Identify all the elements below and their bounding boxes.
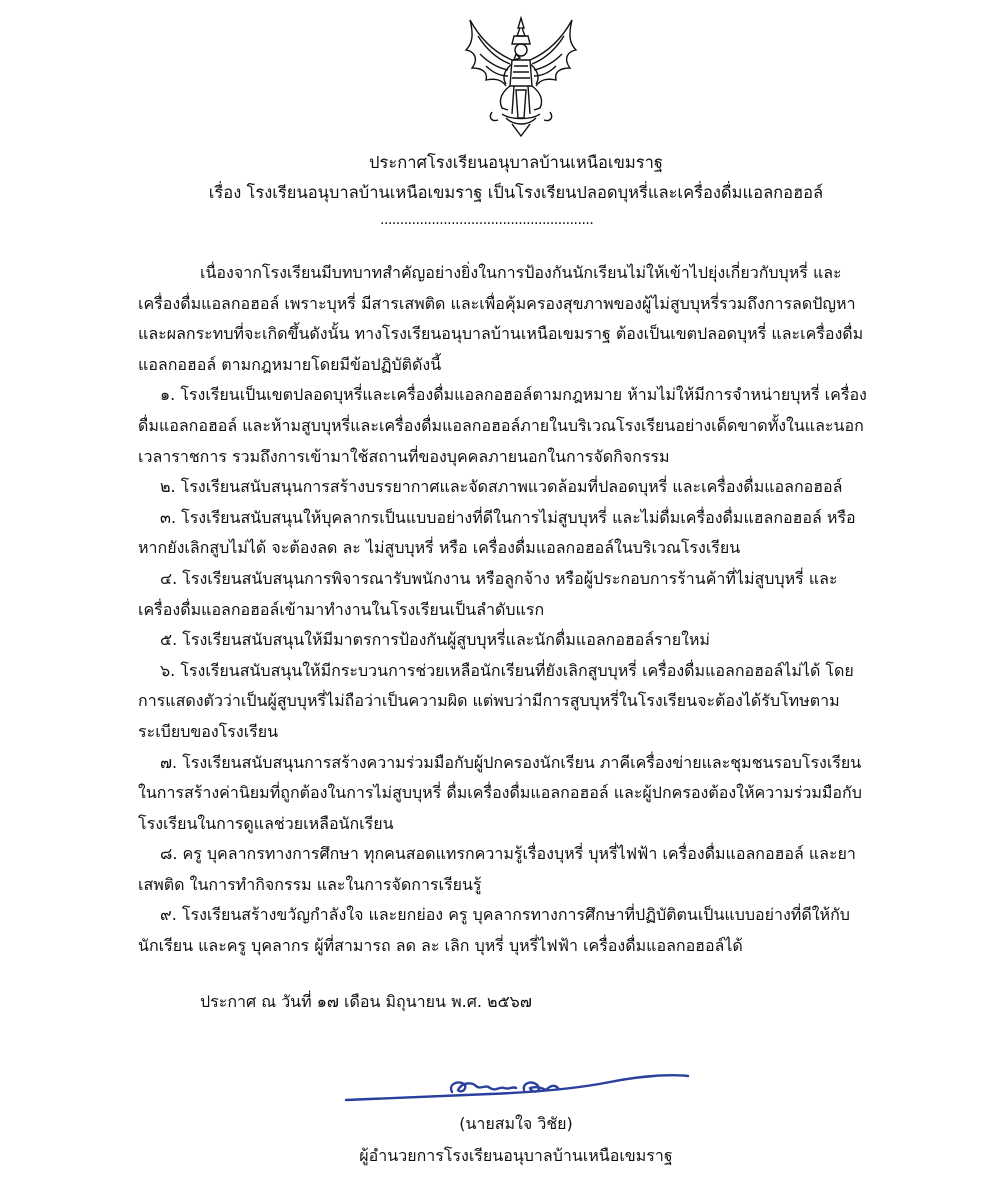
announcement-body: [138, 258, 878, 962]
signature-image: [340, 1062, 700, 1110]
intro-paragraph: เนื่องจากโรงเรียนมีบทบาทสำคัญอย่างยิ่งในการป้องกันนักเรียนไม่ให้เข้าไปยุ่งเกี่ยวกับบุหรี่ และเครื่องดื่มแอลกอฮอล์ เพราะบุหรี่ มีสารเสพติด และเพื่อคุ้มครองสุขภาพของผู้ไม่สูบบุหรี่รวมถึงการลดปัญหาและผลกระทบที่จะเกิดขึ้นดังนั้น ทางโรงเรียนอนุบาลบ้านเหนือเขมราฐ ต้องเป็นเขตปลอดบุหรี่ และเครื่องดื่มแอลกอฮอล์ ตามกฎหมายโดยมีข้อปฏิบัติดังนี้: [138, 263, 864, 374]
rule-item-1: ๑. โรงเรียนเป็นเขตปลอดบุหรี่และเครื่องดื่มแอลกอฮอล์ตามกฎหมาย ห้ามไม่ให้มีการจำหน่ายบุหรี่ เครื่องดื่มแอลกอฮอล์ และห้ามสูบบุหรี่และเครื่องดื่มแอลกอฮอล์ภายในบริเวณโรงเรียนอย่างเด็ดขาดทั้งในและนอกเวลาราชการ รวมถึงการเข้ามาใช้สถานที่ของบุคคลภายนอกในการจัดกิจกรรม: [138, 385, 867, 466]
announcement-subject: เรื่อง โรงเรียนอนุบาลบ้านเหนือเขมราฐ เป็นโรงเรียนปลอดบุหรี่และเครื่องดื่มแอลกอฮอล์: [208, 183, 824, 202]
rule-item-4: ๔. โรงเรียนสนับสนุนการพิจารณารับพนักงาน หรือลูกจ้าง หรือผู้ประกอบการร้านค้าที่ไม่สูบบุหรี่ และเครื่องดื่มแอลกอฮอล์เข้ามาทำงานในโรงเรียนเป็นลำดับแรก: [138, 568, 838, 619]
rule-item-8: ๘. ครู บุคลากรทางการศึกษา ทุกคนสอดแทรกความรู้เรื่องบุหรี่ บุหรี่ไฟฟ้า เครื่องดื่มแอลกอฮอล์ และยาเสพติด ในการทำกิจกรรม และในการจัดการเรียนรู้: [138, 844, 856, 894]
signer-position: ผู้อำนวยการโรงเรียนอนุบาลบ้านเหนือเขมราฐ: [359, 1146, 673, 1165]
rule-item-5: ๕. โรงเรียนสนับสนุนให้มีมาตรการป้องกันผู้สูบบุหรี่และนักดื่มแอลกอฮอล์รายใหม่: [160, 630, 710, 650]
announcement-date: ประกาศ ณ วันที่ ๑๗ เดือน มิถุนายน พ.ศ. ๒๕๖๗: [200, 992, 532, 1011]
signer-name: (นายสมใจ วิชัย): [459, 1114, 573, 1133]
separator-dots: ......................................................: [380, 212, 594, 228]
rule-item-9: ๙. โรงเรียนสร้างขวัญกำลังใจ และยกย่อง ครู บุคลากรทางการศึกษาที่ปฏิบัติตนเป็นแบบอย่างที่ดีให้กับนักเรียน และครู บุคลากร ผู้ที่สามารถ ลด ละ เลิก บุหรี่ บุหรี่ไฟฟ้า เครื่องดื่มแอลกอฮอล์ได้: [138, 905, 850, 956]
rule-item-7: ๗. โรงเรียนสนับสนุนการสร้างความร่วมมือกับผู้ปกครองนักเรียน ภาคีเครื่องข่ายและชุมชนรอบโรงเรียนในการสร้างค่านิยมที่ถูกต้องในการไม่สูบบุหรี่ ดื่มเครื่องดื่มแอลกอฮอล์ และผู้ปกครองต้องให้ความร่วมมือกับโรงเรียนในการดูแลช่วยเหลือนักเรียน: [138, 752, 862, 833]
rule-item-2: ๒. โรงเรียนสนับสนุนการสร้างบรรยากาศและจัดสภาพแวดล้อมที่ปลอดบุหรี่ และเครื่องดื่มแอลกอฮอล์: [160, 477, 843, 497]
announcement-title: ประกาศโรงเรียนอนุบาลบ้านเหนือเขมราฐ: [369, 153, 663, 172]
garuda-emblem-icon: [462, 14, 580, 140]
rule-item-6: ๖. โรงเรียนสนับสนุนให้มีกระบวนการช่วยเหลือนักเรียนที่ยังเลิกสูบบุหรี่ เครื่องดื่มแอลกอฮอล์ไม่ได้ โดยการแสดงตัวว่าเป็นผู้สูบบุหรี่ไม่ถือว่าเป็นความผิด แต่พบว่ามีการสูบบุหรี่ในโรงเรียนจะต้องได้รับโทษตามระเบียบของโรงเรียน: [138, 660, 854, 741]
rule-item-3: ๓. โรงเรียนสนับสนุนให้บุคลากรเป็นแบบอย่างที่ดีในการไม่สูบบุหรี่ และไม่ดื่มเครื่องดื่มแฮลกอฮอล์ หรือหากยังเลิกสูบไม่ได้ จะต้องลด ละ ไม่สูบบุหรี่ หรือ เครื่องดื่มแอลกอฮอล์ในบริเวณโรงเรียน: [138, 507, 856, 558]
